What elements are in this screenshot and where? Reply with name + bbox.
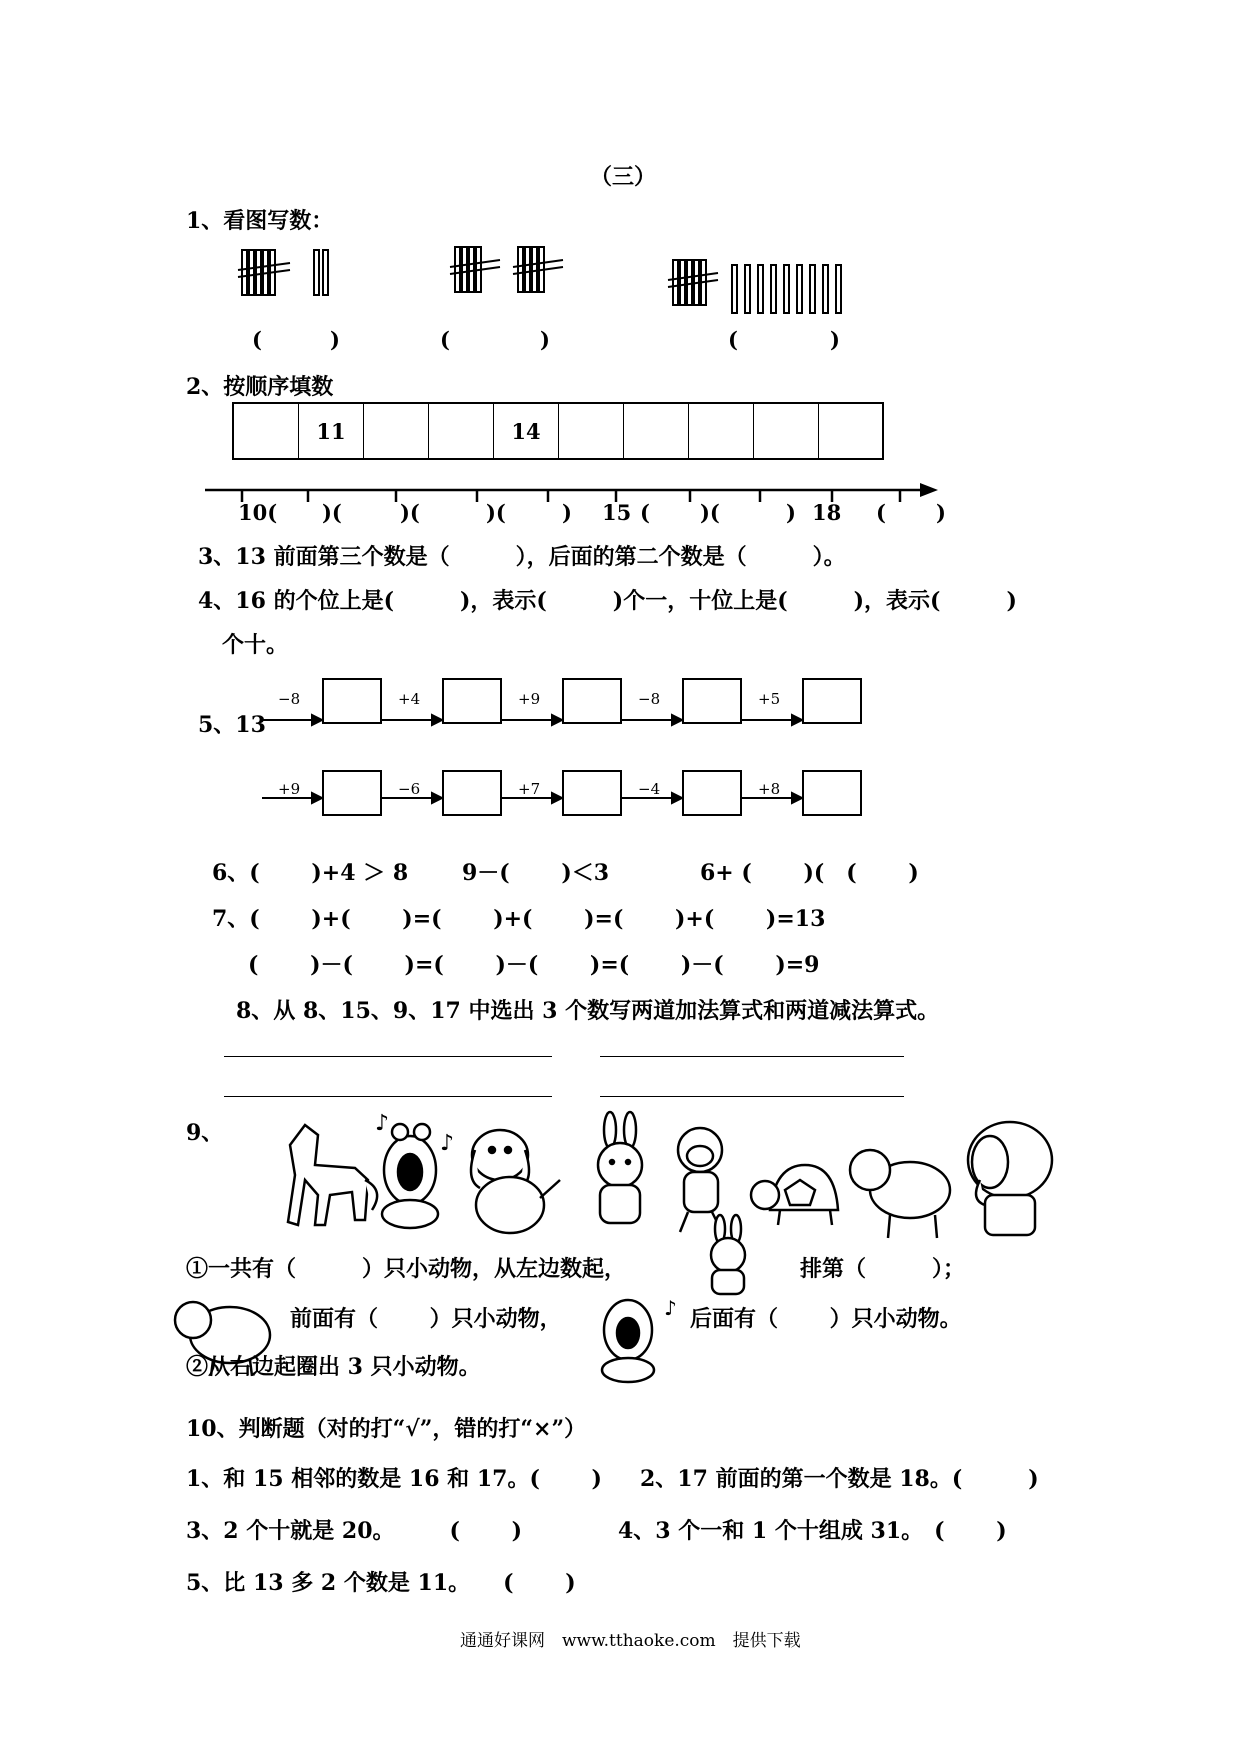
number-line-label: )( — [322, 500, 342, 525]
grid-cell: 11 — [299, 404, 364, 458]
number-line-label: ) — [562, 500, 572, 525]
question-6b: 9－( )＜3 — [462, 860, 610, 886]
svg-text:♪: ♪ — [375, 1111, 390, 1136]
question-1-label: 1、看图写数： — [186, 208, 334, 234]
answer-box[interactable] — [322, 678, 382, 724]
number-line-label: ) — [936, 500, 946, 525]
question-9-sentence-1b: 排第（ ）； — [800, 1256, 966, 1282]
number-line-label: 18 — [812, 500, 842, 525]
operation-label: +7 — [518, 780, 541, 798]
operation-label: +5 — [758, 690, 781, 708]
answer-box[interactable] — [682, 770, 742, 816]
true-false-item: 2、17 前面的第一个数是 18。( ) — [640, 1466, 1039, 1492]
operation-label: +9 — [278, 780, 301, 798]
operation-label: +4 — [398, 690, 421, 708]
grid-cell[interactable] — [429, 404, 494, 458]
question-9-sentence-3: ②从右边起圈出 3 只小动物。 — [186, 1354, 481, 1380]
answer-box[interactable] — [682, 678, 742, 724]
question-4-line2: 个十。 — [222, 632, 289, 658]
operation-label: −6 — [398, 780, 421, 798]
question-6c: 6+ ( )( ( ) — [700, 860, 919, 886]
rabbit-icon — [598, 1112, 642, 1223]
operation-label: −8 — [638, 690, 661, 708]
question-9-sentence-2a: 前面有（ ）只小动物， — [290, 1306, 562, 1332]
operation-label: +8 — [758, 780, 781, 798]
grid-cell[interactable] — [754, 404, 819, 458]
sticks-icon — [0, 245, 1240, 325]
grid-cell[interactable] — [364, 404, 429, 458]
answer-paren-open: ( — [252, 327, 262, 352]
answer-box[interactable] — [442, 678, 502, 724]
question-9-label: 9、 — [186, 1120, 224, 1146]
answer-line[interactable] — [600, 1096, 904, 1097]
number-sequence-grid — [232, 402, 884, 460]
number-line-label: )( — [700, 500, 720, 525]
grid-cell[interactable] — [624, 404, 689, 458]
answer-paren-close: ) — [330, 327, 340, 352]
number-line-label: 15 — [602, 500, 632, 525]
answer-line[interactable] — [224, 1056, 552, 1057]
elephant-icon — [968, 1122, 1052, 1235]
number-line-label: ) — [786, 500, 796, 525]
number-line-label: )( — [486, 500, 506, 525]
operation-label: −4 — [638, 780, 661, 798]
number-line-label: )( — [400, 500, 420, 525]
true-false-item: 4、3 个一和 1 个十组成 31。 ( ) — [618, 1518, 1007, 1544]
number-line-label: 10( — [238, 500, 278, 525]
question-6a: 6、( )+4 ＞ 8 — [212, 860, 409, 886]
question-3: 3、13 前面第三个数是（ ），后面的第二个数是（ ）。 — [198, 544, 846, 570]
question-2-label: 2、按顺序填数 — [186, 374, 334, 400]
grid-cell[interactable] — [689, 404, 754, 458]
number-line-label: ( — [640, 500, 650, 525]
question-4-line1: 4、16 的个位上是( )，表示( )个一，十位上是( )，表示( ) — [198, 588, 1017, 614]
question-9-sentence-2b: 后面有（ ）只小动物。 — [690, 1306, 962, 1332]
true-false-item: 1、和 15 相邻的数是 16 和 17。( ) — [186, 1466, 602, 1492]
answer-paren-close: ) — [830, 327, 840, 352]
operation-label: +9 — [518, 690, 541, 708]
frog-icon — [578, 1285, 688, 1385]
grid-cell[interactable] — [234, 404, 299, 458]
horse-icon — [288, 1125, 377, 1225]
grid-cell[interactable] — [819, 404, 884, 458]
true-false-item: 5、比 13 多 2 个数是 11。 ( ) — [186, 1570, 576, 1596]
question-10-label: 10、判断题（对的打“√”，错的打“×”） — [186, 1416, 587, 1442]
answer-line[interactable] — [600, 1056, 904, 1057]
frog-icon — [375, 1111, 454, 1228]
svg-text:♪: ♪ — [664, 1296, 677, 1320]
operation-label: −8 — [278, 690, 301, 708]
rabbit-icon — [690, 1215, 770, 1295]
grid-cell: 14 — [494, 404, 559, 458]
sheep-icon — [850, 1150, 950, 1238]
number-line-label: ( — [876, 500, 886, 525]
answer-box[interactable] — [322, 770, 382, 816]
question-5-label: 5、13 — [198, 712, 266, 738]
question-7-line2: ( )－( )=( )－( )=( )－( )=9 — [248, 952, 820, 978]
dog-icon — [471, 1130, 560, 1233]
answer-box[interactable] — [562, 678, 622, 724]
question-8: 8、从 8、15、9、17 中选出 3 个数写两道加法算式和两道减法算式。 — [236, 998, 940, 1024]
true-false-item: 3、2 个十就是 20。 ( ) — [186, 1518, 523, 1544]
answer-box[interactable] — [802, 770, 862, 816]
question-7-line1: 7、( )+( )=( )+( )=( )+( )=13 — [212, 906, 826, 932]
question-9-sentence-1a: ①一共有（ ）只小动物，从左边数起， — [186, 1256, 627, 1282]
answer-paren-close: ) — [540, 327, 550, 352]
grid-cell[interactable] — [559, 404, 624, 458]
answer-line[interactable] — [224, 1096, 552, 1097]
answer-box[interactable] — [442, 770, 502, 816]
page-title: （三） — [590, 164, 657, 190]
answer-box[interactable] — [562, 770, 622, 816]
answer-box[interactable] — [802, 678, 862, 724]
svg-text:♪: ♪ — [440, 1131, 455, 1156]
animals-row — [0, 1110, 1240, 1260]
answer-paren-open: ( — [728, 327, 738, 352]
footer-text: 通通好课网 www.tthaoke.com 提供下载 — [460, 1631, 801, 1651]
answer-paren-open: ( — [440, 327, 450, 352]
